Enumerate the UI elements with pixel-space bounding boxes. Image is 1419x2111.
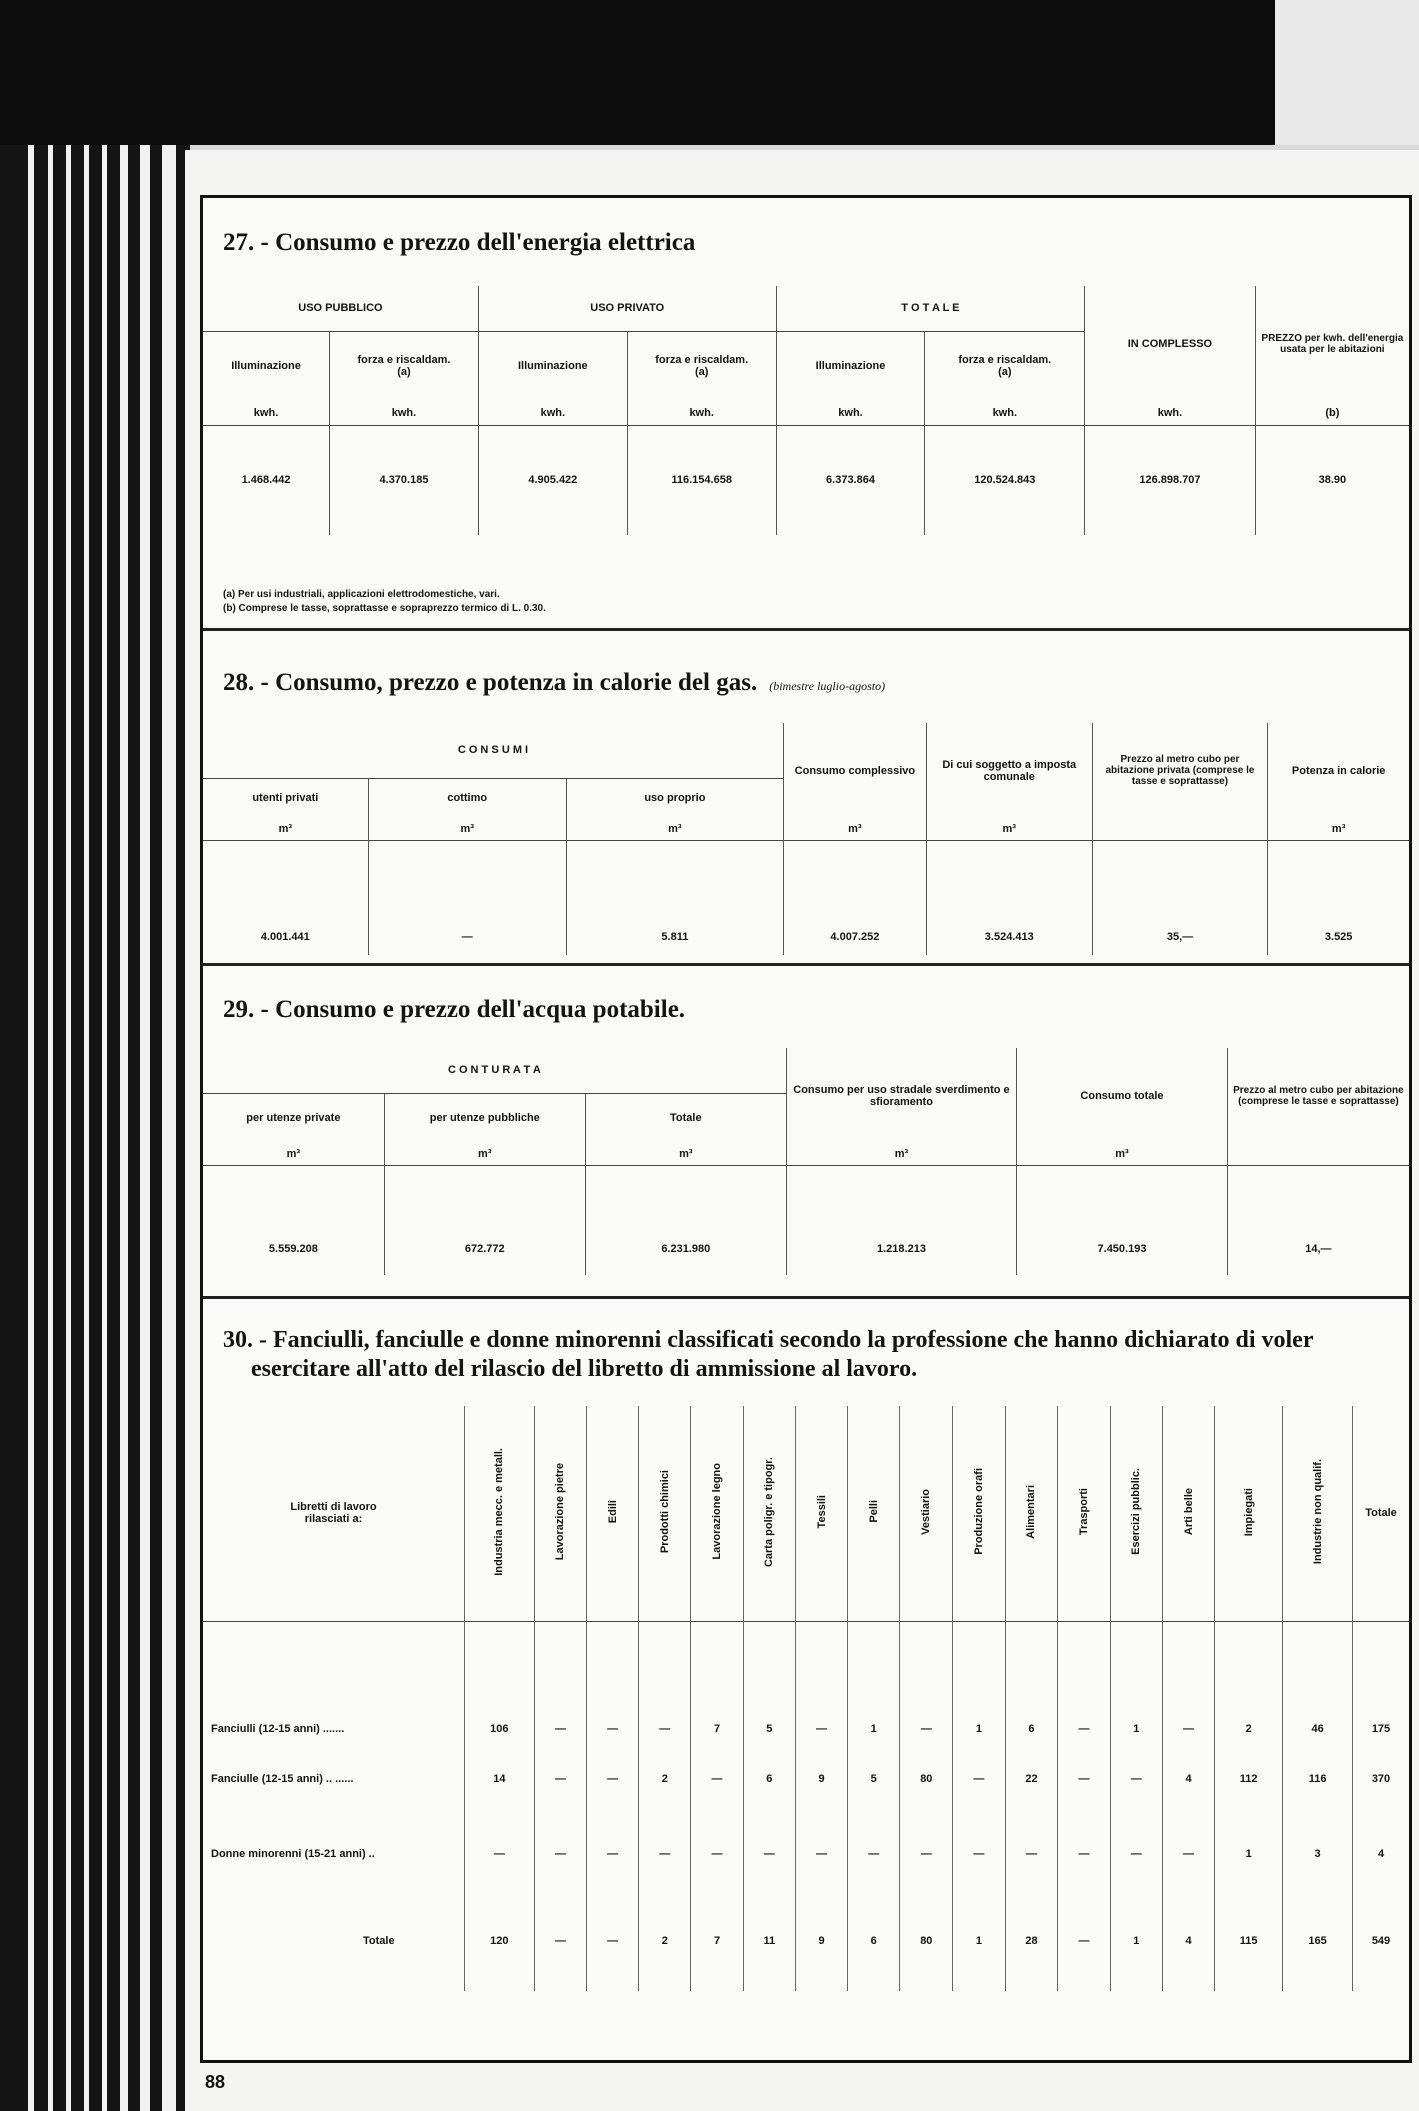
value-cell: 1.218.213 — [786, 1165, 1016, 1275]
data-cell: — — [848, 1816, 900, 1891]
col-header — [1110, 1406, 1162, 1621]
section-30 — [203, 1306, 1409, 2056]
data-cell: 1 — [1110, 1891, 1162, 1991]
col-header: utenti privati — [252, 792, 319, 805]
unit-cell: m³ — [286, 1147, 301, 1160]
col-header: Prezzo al metro cubo per abitazione privata (comprese le tasse e soprattasse) — [1092, 723, 1268, 818]
value-cell: 672.772 — [384, 1165, 585, 1275]
water-table — [203, 1048, 1409, 1275]
value-cell: 4.905.422 — [478, 425, 627, 535]
page-number: 88 — [205, 2072, 226, 2092]
unit-cell: m³ — [786, 1143, 1016, 1165]
data-cell: 1 — [848, 1621, 900, 1741]
col-header — [627, 331, 776, 401]
col-header: uso proprio — [566, 778, 783, 818]
col-header: per utenze pubbliche — [384, 1093, 585, 1143]
data-cell: — — [1162, 1621, 1214, 1741]
data-cell: 115 — [1215, 1891, 1283, 1991]
section-28-title-text: 28. - Consumo, prezzo e potenza in calorie del gas. — [223, 669, 758, 696]
page-edge — [120, 145, 128, 2111]
corner-header — [203, 1406, 465, 1621]
col-header — [1005, 1406, 1058, 1621]
col-label: Edili — [606, 1500, 619, 1524]
page-edge — [28, 145, 34, 2111]
unit-cell: kwh. — [1085, 401, 1256, 425]
minors-table — [203, 1406, 1409, 1991]
footnote-b: (b) Comprese le tasse, soprattasse e sopraprezzo termico di L. 0.30. — [223, 603, 546, 614]
value-cell: 14,— — [1227, 1165, 1409, 1275]
col-header — [534, 1406, 586, 1621]
page-edge — [84, 145, 89, 2111]
group-consumi: C O N S U M I — [203, 723, 783, 778]
col-header — [1162, 1406, 1214, 1621]
col-note: (a) — [694, 366, 709, 379]
data-cell: 80 — [900, 1741, 953, 1816]
data-cell: 106 — [465, 1621, 535, 1741]
col-header: Potenza in calorie — [1268, 723, 1409, 818]
data-cell: 5 — [848, 1741, 900, 1816]
page-edge — [48, 145, 53, 2111]
data-cell: 4 — [1162, 1891, 1214, 1991]
col-header — [900, 1406, 953, 1621]
data-cell: — — [795, 1816, 847, 1891]
unit-cell: kwh. — [253, 406, 279, 419]
group-uso-pubblico: USO PUBBLICO — [203, 286, 478, 331]
data-cell: 6 — [1005, 1621, 1058, 1741]
value-cell: 4.370.185 — [330, 425, 479, 535]
data-cell: — — [795, 1621, 847, 1741]
data-cell: 6 — [848, 1891, 900, 1991]
unit-cell: m³ — [585, 1143, 786, 1165]
col-header — [1283, 1406, 1353, 1621]
value-cell: 35,— — [1092, 840, 1268, 955]
col-header: Consumo totale — [1017, 1048, 1228, 1143]
col-label: Produzione orafi — [972, 1468, 985, 1556]
section-27 — [203, 198, 1409, 638]
data-cell: — — [586, 1891, 638, 1991]
data-cell: 2 — [1215, 1621, 1283, 1741]
data-cell: 5 — [743, 1621, 795, 1741]
col-label: Carta poligr. e tipogr. — [763, 1456, 776, 1567]
data-cell: — — [743, 1816, 795, 1891]
data-cell: — — [900, 1621, 953, 1741]
row-label: Fanciulle (12-15 anni) .. ...... — [211, 1772, 354, 1785]
col-label: Illuminazione — [815, 360, 886, 373]
data-cell-total: 549 — [1353, 1891, 1410, 1991]
value-cell: 116.154.658 — [627, 425, 776, 535]
table-row — [203, 1621, 1409, 1741]
corner-line1: Libretti di lavoro — [290, 1501, 377, 1514]
group-prezzo: PREZZO per kwh. dell'energia usata per le abitazioni — [1255, 286, 1409, 401]
col-header — [848, 1406, 900, 1621]
section-29-title: 29. - Consumo e prezzo dell'acqua potabile. — [223, 996, 686, 1023]
col-header — [1058, 1406, 1110, 1621]
data-cell: — — [1162, 1816, 1214, 1891]
col-label: Lavorazione pietre — [554, 1463, 567, 1561]
data-cell: — — [1005, 1816, 1058, 1891]
value-cell: 1.468.442 — [241, 474, 291, 487]
scan-light-corner — [1275, 0, 1419, 145]
data-cell: 2 — [639, 1891, 691, 1991]
col-header — [953, 1406, 1005, 1621]
row-label: Fanciulli (12-15 anni) ....... — [211, 1723, 345, 1735]
data-cell: 80 — [900, 1891, 953, 1991]
statistics-frame — [200, 195, 1412, 2063]
data-cell: 11 — [743, 1891, 795, 1991]
data-cell: 9 — [795, 1741, 847, 1816]
group-in-complesso: IN COMPLESSO — [1085, 286, 1256, 401]
value-cell: 5.559.208 — [268, 1243, 318, 1255]
data-cell: 3 — [1283, 1816, 1353, 1891]
group-uso-privato: USO PRIVATO — [478, 286, 776, 331]
col-header — [465, 1406, 535, 1621]
col-header — [586, 1406, 638, 1621]
header-row — [203, 1406, 1409, 1621]
page-edge — [140, 145, 150, 2111]
data-cell: 2 — [639, 1741, 691, 1816]
data-cell-total: 4 — [1353, 1816, 1410, 1891]
value-cell: 126.898.707 — [1085, 425, 1256, 535]
row-label-total: Totale — [363, 1935, 395, 1947]
data-cell: 1 — [953, 1621, 1005, 1741]
col-header — [639, 1406, 691, 1621]
col-header — [330, 331, 479, 401]
col-header — [478, 331, 627, 401]
electricity-table — [203, 286, 1409, 535]
value-cell: 7.450.193 — [1017, 1165, 1228, 1275]
unit-cell: m³ — [368, 818, 566, 840]
table-row-total — [203, 1891, 1409, 1991]
data-cell: 1 — [953, 1891, 1005, 1991]
col-header — [1215, 1406, 1283, 1621]
unit-cell: m³ — [1017, 1143, 1228, 1165]
data-cell: 1 — [1110, 1621, 1162, 1741]
data-cell: — — [691, 1816, 743, 1891]
col-header — [691, 1406, 743, 1621]
col-label: Illuminazione — [517, 360, 588, 373]
data-cell-total: 175 — [1353, 1621, 1410, 1741]
col-label: Industrie non qualif. — [1311, 1459, 1324, 1565]
col-label: Impiegati — [1242, 1487, 1255, 1536]
value-cell: 120.524.843 — [925, 425, 1085, 535]
data-cell: — — [534, 1621, 586, 1741]
col-header: Di cui soggetto a imposta comunale — [926, 723, 1092, 818]
data-cell: 1 — [1215, 1816, 1283, 1891]
data-cell: — — [534, 1741, 586, 1816]
data-cell-total: 370 — [1353, 1741, 1410, 1816]
section-27-title: 27. - Consumo e prezzo dell'energia elettrica — [223, 229, 696, 256]
unit-cell — [1227, 1143, 1409, 1165]
col-header — [925, 331, 1085, 401]
col-label: Lavorazione legno — [711, 1463, 724, 1561]
value-cell: — — [368, 840, 566, 955]
scan-dark-top — [0, 0, 1419, 145]
section-27-notes — [223, 588, 546, 616]
table-row — [203, 1741, 1409, 1816]
corner-line2: rilasciati a: — [304, 1513, 363, 1526]
data-cell: — — [1058, 1891, 1110, 1991]
col-header: Totale — [585, 1093, 786, 1143]
footnote-a: (a) Per usi industriali, applicazioni elettrodomestiche, vari. — [223, 589, 500, 600]
value-cell: 5.811 — [566, 840, 783, 955]
unit-cell: m³ — [1268, 818, 1409, 840]
data-cell: — — [586, 1816, 638, 1891]
col-header — [776, 331, 925, 401]
data-cell: — — [639, 1816, 691, 1891]
data-cell: — — [465, 1816, 535, 1891]
col-header: Consumo complessivo — [783, 723, 926, 818]
col-label: Trasporti — [1078, 1488, 1091, 1536]
data-cell: 6 — [743, 1741, 795, 1816]
section-28-title — [223, 668, 885, 701]
row-label: Donne minorenni (15-21 anni) .. — [211, 1847, 375, 1860]
data-cell: — — [586, 1741, 638, 1816]
col-header — [203, 331, 330, 401]
col-label: Industria mecc. e metall. — [493, 1447, 506, 1576]
col-label: forza e riscaldam. — [958, 354, 1052, 367]
section-28-subtitle: (bimestre luglio-agosto) — [769, 679, 886, 693]
section-30-title — [223, 1326, 1393, 1384]
data-cell: — — [953, 1741, 1005, 1816]
value-cell: 4.007.252 — [783, 840, 926, 955]
unit-cell: m³ — [783, 818, 926, 840]
data-cell: — — [586, 1621, 638, 1741]
col-header: cottimo — [368, 778, 566, 818]
col-label: Alimentari — [1025, 1484, 1038, 1539]
col-header: Consumo per uso stradale sverdimento e sfioramento — [786, 1048, 1016, 1143]
col-label: Arti belle — [1182, 1488, 1195, 1536]
unit-cell — [1092, 818, 1268, 840]
section-30-title-line1: 30. - Fanciulli, fanciulle e donne minorenni classificati secondo la professione che hanno dichiarato di voler — [223, 1327, 1314, 1353]
table-row — [203, 1816, 1409, 1891]
col-label: Pelli — [867, 1500, 880, 1524]
col-note: (a) — [998, 366, 1012, 379]
unit-cell: kwh. — [330, 401, 479, 425]
data-cell: 7 — [691, 1891, 743, 1991]
value-cell: 6.231.980 — [585, 1165, 786, 1275]
col-header — [795, 1406, 847, 1621]
col-label: forza e riscaldam. — [655, 354, 749, 367]
section-30-title-line2: esercitare all'atto del rilascio del libretto di ammissione al lavoro. — [251, 1356, 918, 1382]
unit-cell: kwh. — [478, 401, 627, 425]
col-header — [743, 1406, 795, 1621]
value-cell: 3.525 — [1268, 840, 1409, 955]
unit-cell: m³ — [926, 818, 1092, 840]
unit-cell: kwh. — [925, 401, 1085, 425]
data-cell: 46 — [1283, 1621, 1353, 1741]
col-label: Esercizi pubblic. — [1130, 1468, 1143, 1556]
unit-cell: kwh. — [776, 401, 925, 425]
data-cell: — — [900, 1816, 953, 1891]
value-cell: 38.90 — [1255, 425, 1409, 535]
section-divider — [203, 963, 1409, 966]
col-label: Vestiario — [920, 1488, 933, 1535]
value-cell: 6.373.864 — [776, 425, 925, 535]
unit-cell: m³ — [278, 822, 293, 835]
unit-cell: (b) — [1255, 401, 1409, 425]
unit-cell: kwh. — [627, 401, 776, 425]
data-cell: 28 — [1005, 1891, 1058, 1991]
col-header-totale: Totale — [1353, 1406, 1410, 1621]
gas-table — [203, 723, 1409, 955]
data-cell: — — [534, 1891, 586, 1991]
col-label: Tessili — [815, 1495, 828, 1529]
group-conturata: C O N T U R A T A — [203, 1048, 786, 1093]
data-cell: 112 — [1215, 1741, 1283, 1816]
group-totale: T O T A L E — [776, 286, 1085, 331]
col-header: per utenze private — [246, 1112, 341, 1125]
data-cell: 14 — [465, 1741, 535, 1816]
col-label: Prodotti chimici — [658, 1470, 671, 1554]
page-edge — [66, 145, 71, 2111]
data-cell: 165 — [1283, 1891, 1353, 1991]
unit-cell: m³ — [566, 818, 783, 840]
unit-cell: m³ — [384, 1143, 585, 1165]
col-header: Prezzo al metro cubo per abitazione (comprese le tasse e soprattasse) — [1227, 1048, 1409, 1143]
value-cell: 4.001.441 — [260, 931, 310, 943]
section-divider — [203, 1296, 1409, 1299]
data-cell: 22 — [1005, 1741, 1058, 1816]
data-cell: — — [1058, 1621, 1110, 1741]
page-edge — [162, 145, 176, 2111]
data-cell: 4 — [1162, 1741, 1214, 1816]
data-cell: — — [1058, 1741, 1110, 1816]
data-cell: — — [1058, 1816, 1110, 1891]
value-cell: 3.524.413 — [926, 840, 1092, 955]
data-cell: — — [1110, 1816, 1162, 1891]
data-cell: — — [534, 1816, 586, 1891]
data-cell: 120 — [465, 1891, 535, 1991]
data-cell: 116 — [1283, 1741, 1353, 1816]
page-edge — [102, 145, 107, 2111]
data-cell: 9 — [795, 1891, 847, 1991]
section-divider — [203, 628, 1409, 631]
data-cell: 7 — [691, 1621, 743, 1741]
col-label: Illuminazione — [231, 360, 301, 373]
col-label: forza e riscaldam. — [357, 354, 451, 367]
data-cell: — — [639, 1621, 691, 1741]
col-note: (a) — [397, 366, 411, 379]
data-cell: — — [1110, 1741, 1162, 1816]
data-cell: — — [953, 1816, 1005, 1891]
data-cell: — — [691, 1741, 743, 1816]
